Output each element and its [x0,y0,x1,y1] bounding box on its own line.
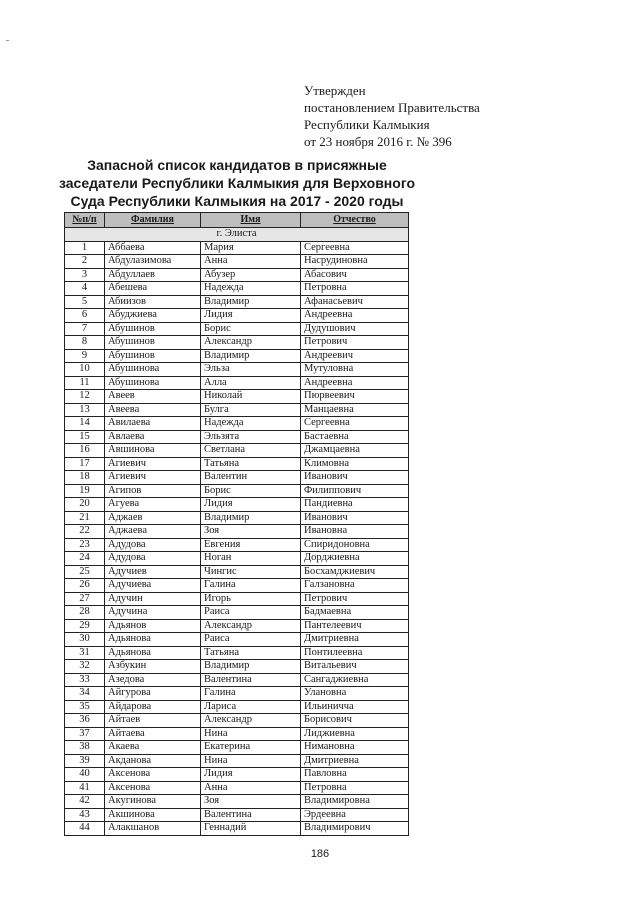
first-name: Владимир [201,295,301,309]
last-name: Азбукин [105,660,201,674]
first-name: Надежда [201,417,301,431]
row-number: 26 [65,579,105,593]
patronymic: Бадмаевна [301,606,409,620]
first-name: Булга [201,403,301,417]
row-number: 32 [65,660,105,674]
section-row [65,228,409,242]
row-number: 42 [65,795,105,809]
row-number: 34 [65,687,105,701]
patronymic: Пюрвеевич [301,390,409,404]
approval-line: Республики Калмыкия [304,117,430,132]
last-name: Абешева [105,282,201,296]
row-number: 6 [65,309,105,323]
patronymic: Ивановна [301,525,409,539]
last-name: Абушинов [105,349,201,363]
last-name: Айдарова [105,700,201,714]
first-name: Надежда [201,282,301,296]
row-number: 30 [65,633,105,647]
table-row [65,430,409,444]
patronymic: Петровна [301,781,409,795]
table-row [65,808,409,822]
patronymic: Пантелеевич [301,619,409,633]
title-line: Запасной список кандидатов в присяжные [87,157,387,173]
patronymic: Андреевна [301,376,409,390]
first-name: Татьяна [201,646,301,660]
last-name: Акданова [105,754,201,768]
patronymic: Бастаевна [301,430,409,444]
row-number: 44 [65,822,105,836]
row-number: 17 [65,457,105,471]
last-name: Азедова [105,673,201,687]
table-row [65,282,409,296]
row-number: 21 [65,511,105,525]
patronymic: Сергеевна [301,417,409,431]
row-number: 33 [65,673,105,687]
table-row [65,754,409,768]
first-name: Мария [201,241,301,255]
approval-line: от 23 ноября 2016 г. № 396 [304,134,452,149]
first-name: Валентина [201,673,301,687]
table-row [65,295,409,309]
margin-mark [6,40,9,41]
table-row [65,552,409,566]
table-row [65,457,409,471]
row-number: 23 [65,538,105,552]
row-number: 41 [65,781,105,795]
table-row [65,538,409,552]
table-row [65,579,409,593]
row-number: 1 [65,241,105,255]
first-name: Александр [201,619,301,633]
table-row [65,633,409,647]
patronymic: Насрудиновна [301,255,409,269]
row-number: 20 [65,498,105,512]
first-name: Алла [201,376,301,390]
last-name: Адучин [105,592,201,606]
row-number: 19 [65,484,105,498]
table-row [65,255,409,269]
table-row [65,363,409,377]
patronymic: Климовна [301,457,409,471]
row-number: 43 [65,808,105,822]
row-number: 11 [65,376,105,390]
last-name: Абдулазимова [105,255,201,269]
row-number: 15 [65,430,105,444]
last-name: Адучиев [105,565,201,579]
first-name: Татьяна [201,457,301,471]
last-name: Агиевич [105,457,201,471]
last-name: Адудова [105,538,201,552]
first-name: Анна [201,255,301,269]
first-name: Лидия [201,768,301,782]
patronymic: Манцаевна [301,403,409,417]
row-number: 10 [65,363,105,377]
last-name: Айгурова [105,687,201,701]
table-row [65,322,409,336]
first-name: Нина [201,754,301,768]
table-row [65,336,409,350]
first-name: Владимир [201,511,301,525]
patronymic: Дмитриевна [301,754,409,768]
patronymic: Андреевич [301,349,409,363]
last-name: Агипов [105,484,201,498]
table-row [65,822,409,836]
approval-line: постановлением Правительства [304,100,480,115]
table-row [65,484,409,498]
first-name: Зоя [201,795,301,809]
row-number: 18 [65,471,105,485]
first-name: Валентина [201,808,301,822]
patronymic: Петровна [301,282,409,296]
last-name: Адудова [105,552,201,566]
last-name: Абушинов [105,322,201,336]
patronymic: Витальевич [301,660,409,674]
last-name: Адучиева [105,579,201,593]
last-name: Адьянов [105,619,201,633]
patronymic: Босхамджиевич [301,565,409,579]
first-name: Александр [201,336,301,350]
last-name: Агиевич [105,471,201,485]
last-name: Авилаева [105,417,201,431]
table-row [65,525,409,539]
patronymic: Афанасьевич [301,295,409,309]
first-name: Нина [201,727,301,741]
first-name: Владимир [201,349,301,363]
last-name: Аксенова [105,768,201,782]
row-number: 8 [65,336,105,350]
patronymic: Лиджиевна [301,727,409,741]
table-row [65,646,409,660]
patronymic: Владимировна [301,795,409,809]
row-number: 4 [65,282,105,296]
last-name: Абуджиева [105,309,201,323]
last-name: Алакшанов [105,822,201,836]
table-row [65,660,409,674]
last-name: Аксенова [105,781,201,795]
patronymic: Джамцаевна [301,444,409,458]
patronymic: Мутуловна [301,363,409,377]
table-row [65,565,409,579]
last-name: Айтаев [105,714,201,728]
last-name: Абиизов [105,295,201,309]
title-line: заседатели Республики Калмыкия для Верховного [58,175,416,191]
first-name: Ноган [201,552,301,566]
patronymic: Иванович [301,471,409,485]
header-last-name: Фамилия [105,213,201,228]
first-name: Лариса [201,700,301,714]
first-name: Валентин [201,471,301,485]
last-name: Адучина [105,606,201,620]
table-row [65,268,409,282]
table-row [65,444,409,458]
row-number: 40 [65,768,105,782]
row-number: 12 [65,390,105,404]
last-name: Абдуллаев [105,268,201,282]
patronymic: Дмитриевна [301,633,409,647]
table-row [65,673,409,687]
row-number: 37 [65,727,105,741]
last-name: Аджаев [105,511,201,525]
table-row [65,417,409,431]
last-name: Акаева [105,741,201,755]
section-label: г. Элиста [65,228,409,242]
table-header-row [65,213,409,228]
row-number: 29 [65,619,105,633]
table-row [65,768,409,782]
patronymic: Дудушович [301,322,409,336]
patronymic: Понтилеевна [301,646,409,660]
row-number: 2 [65,255,105,269]
row-number: 27 [65,592,105,606]
table-row [65,687,409,701]
first-name: Лидия [201,309,301,323]
first-name: Раиса [201,606,301,620]
table-row [65,511,409,525]
table-row [65,376,409,390]
last-name: Акшинова [105,808,201,822]
patronymic: Владимирович [301,822,409,836]
first-name: Борис [201,484,301,498]
first-name: Николай [201,390,301,404]
header-first-name: Имя [201,213,301,228]
row-number: 16 [65,444,105,458]
first-name: Геннадий [201,822,301,836]
table-row [65,727,409,741]
table-row [65,592,409,606]
row-number: 25 [65,565,105,579]
last-name: Адьянова [105,633,201,647]
row-number: 14 [65,417,105,431]
row-number: 7 [65,322,105,336]
last-name: Акугинова [105,795,201,809]
page-number: 186 [310,848,330,860]
patronymic: Филиппович [301,484,409,498]
table-row [65,606,409,620]
row-number: 24 [65,552,105,566]
patronymic: Ильиничча [301,700,409,714]
last-name: Авеев [105,390,201,404]
patronymic: Спиридоновна [301,538,409,552]
first-name: Владимир [201,660,301,674]
row-number: 39 [65,754,105,768]
row-number: 3 [65,268,105,282]
row-number: 13 [65,403,105,417]
table-row [65,498,409,512]
table-row [65,471,409,485]
patronymic: Петрович [301,592,409,606]
row-number: 5 [65,295,105,309]
patronymic: Сергеевна [301,241,409,255]
last-name: Айтаева [105,727,201,741]
candidates-table [64,212,409,836]
patronymic: Андреевна [301,309,409,323]
row-number: 28 [65,606,105,620]
row-number: 38 [65,741,105,755]
first-name: Лидия [201,498,301,512]
table-row [65,403,409,417]
first-name: Александр [201,714,301,728]
row-number: 36 [65,714,105,728]
patronymic: Павловна [301,768,409,782]
header-patronymic: Отчество [301,213,409,228]
last-name: Авеева [105,403,201,417]
patronymic: Нимановна [301,741,409,755]
table-row [65,795,409,809]
patronymic: Дорджиевна [301,552,409,566]
patronymic: Пандиевна [301,498,409,512]
first-name: Абузер [201,268,301,282]
row-number: 35 [65,700,105,714]
first-name: Евгения [201,538,301,552]
last-name: Абушинов [105,336,201,350]
patronymic: Иванович [301,511,409,525]
first-name: Раиса [201,633,301,647]
first-name: Чингис [201,565,301,579]
table-row [65,700,409,714]
first-name: Эльзята [201,430,301,444]
table-row [65,781,409,795]
patronymic: Галзановна [301,579,409,593]
last-name: Аббаева [105,241,201,255]
last-name: Адьянова [105,646,201,660]
row-number: 31 [65,646,105,660]
table-row [65,619,409,633]
last-name: Авшинова [105,444,201,458]
patronymic: Абасович [301,268,409,282]
table-row [65,241,409,255]
last-name: Авлаева [105,430,201,444]
first-name: Светлана [201,444,301,458]
last-name: Абушинова [105,363,201,377]
row-number: 9 [65,349,105,363]
patronymic: Улановна [301,687,409,701]
document-title [56,156,418,210]
first-name: Галина [201,687,301,701]
title-line: Суда Республики Калмыкия на 2017 - 2020 годы [70,193,404,209]
table-row [65,741,409,755]
first-name: Игорь [201,592,301,606]
table-row [65,714,409,728]
patronymic: Эрдеевна [301,808,409,822]
first-name: Борис [201,322,301,336]
first-name: Галина [201,579,301,593]
table-row [65,390,409,404]
patronymic: Сангаджиевна [301,673,409,687]
first-name: Екатерина [201,741,301,755]
last-name: Аджаева [105,525,201,539]
first-name: Зоя [201,525,301,539]
table-row [65,309,409,323]
header-number: №п/п [65,213,105,228]
last-name: Абушинова [105,376,201,390]
row-number: 22 [65,525,105,539]
first-name: Анна [201,781,301,795]
last-name: Агуева [105,498,201,512]
approval-line: Утвержден [304,83,366,98]
patronymic: Петрович [301,336,409,350]
approval-block [304,82,604,150]
first-name: Эльза [201,363,301,377]
table-row [65,349,409,363]
patronymic: Борисович [301,714,409,728]
